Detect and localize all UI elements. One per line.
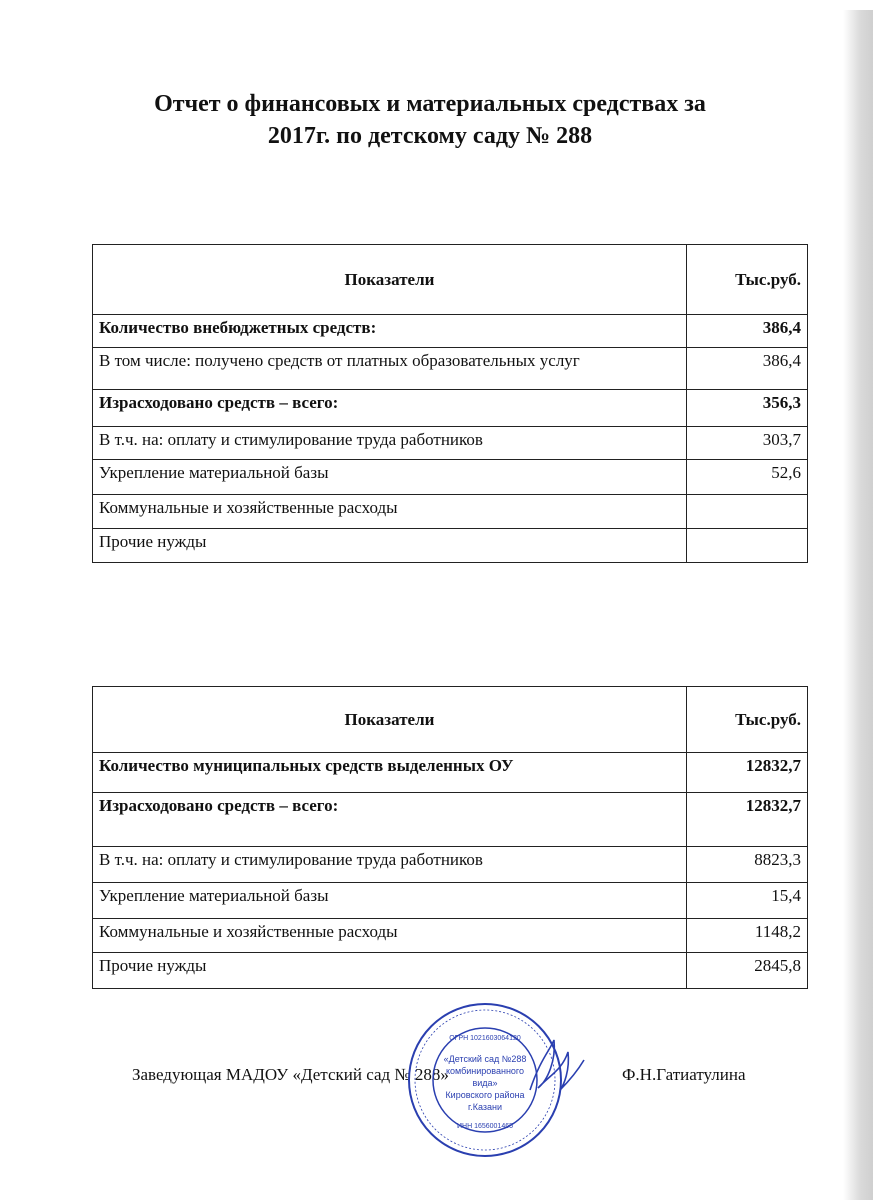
table2-row-2-value: 12832,7: [687, 793, 808, 847]
extrabudgetary-funds-table: [92, 244, 808, 563]
page-edge-shadow: [843, 10, 873, 1200]
table2-row-6-value: 2845,8: [687, 953, 808, 989]
table-row: [93, 495, 808, 529]
title-line-1: Отчет о финансовых и материальных средствах за: [154, 91, 706, 117]
stamp-text-1: «Детский сад №288: [443, 1054, 527, 1064]
table1-row-6-value: [687, 495, 808, 529]
municipal-funds-table: [92, 686, 808, 989]
stamp-inn: ИНН 1656001465: [456, 1123, 514, 1130]
table2-row-1-label: Количество муниципальных средств выделенных ОУ: [93, 753, 687, 793]
signature-name: Ф.Н.Гатиатулина: [622, 1065, 746, 1084]
table2-row-5-label: Коммунальные и хозяйственные расходы: [93, 919, 687, 953]
table-row: [93, 348, 808, 390]
table-row: [93, 529, 808, 563]
table1-row-4-value: 303,7: [687, 427, 808, 460]
document-title: [120, 88, 740, 152]
table1-row-4-label: В т.ч. на: оплату и стимулирование труда работников: [93, 427, 687, 460]
table-row: [93, 315, 808, 348]
table1-row-1-value: 386,4: [687, 315, 808, 348]
table2-row-2-label: Израсходовано средств – всего:: [93, 793, 687, 847]
table1-row-1-label: Количество внебюджетных средств:: [93, 315, 687, 348]
table2-row-3-label: В т.ч. на: оплату и стимулирование труда работников: [93, 847, 687, 883]
table2-row-6-label: Прочие нужды: [93, 953, 687, 989]
table2-header-indicator: Показатели: [93, 687, 687, 753]
table1-row-3-label: Израсходовано средств – всего:: [93, 390, 687, 427]
table-row: [93, 753, 808, 793]
handwritten-signature: [520, 1030, 590, 1100]
table1-row-2-label: В том числе: получено средств от платных образовательных услуг: [93, 348, 687, 390]
table1-row-7-value: [687, 529, 808, 563]
title-line-2: 2017г. по детскому саду № 288: [267, 123, 593, 149]
stamp-text-4: Кировского района: [445, 1090, 525, 1100]
table1-header-indicator: Показатели: [93, 245, 687, 315]
stamp-text-5: г.Казани: [468, 1102, 502, 1112]
stamp-text-2: комбинированного: [445, 1066, 525, 1076]
table1-row-3-value: 356,3: [687, 390, 808, 427]
table-row: [93, 793, 808, 847]
table2-row-1-value: 12832,7: [687, 753, 808, 793]
table-row: [93, 390, 808, 427]
table-row: [93, 847, 808, 883]
stamp-text-3: вида»: [472, 1078, 498, 1088]
table1-row-2-value: 386,4: [687, 348, 808, 390]
table2-row-5-value: 1148,2: [687, 919, 808, 953]
table-row: [93, 883, 808, 919]
table1-row-5-value: 52,6: [687, 460, 808, 495]
signature-position: Заведующая МАДОУ «Детский сад № 288»: [132, 1065, 449, 1084]
table1-row-5-label: Укрепление материальной базы: [93, 460, 687, 495]
table2-row-4-value: 15,4: [687, 883, 808, 919]
table-row: [93, 953, 808, 989]
table2-row-3-value: 8823,3: [687, 847, 808, 883]
table-row: [93, 919, 808, 953]
table-row: [93, 460, 808, 495]
table2-row-4-label: Укрепление материальной базы: [93, 883, 687, 919]
table-row: [93, 427, 808, 460]
table1-row-7-label: Прочие нужды: [93, 529, 687, 563]
stamp-ogrn: ОГРН 1021603064120: [449, 1035, 521, 1042]
table1-header-unit: Тыс.руб.: [687, 245, 808, 315]
table2-header-unit: Тыс.руб.: [687, 687, 808, 753]
table1-row-6-label: Коммунальные и хозяйственные расходы: [93, 495, 687, 529]
